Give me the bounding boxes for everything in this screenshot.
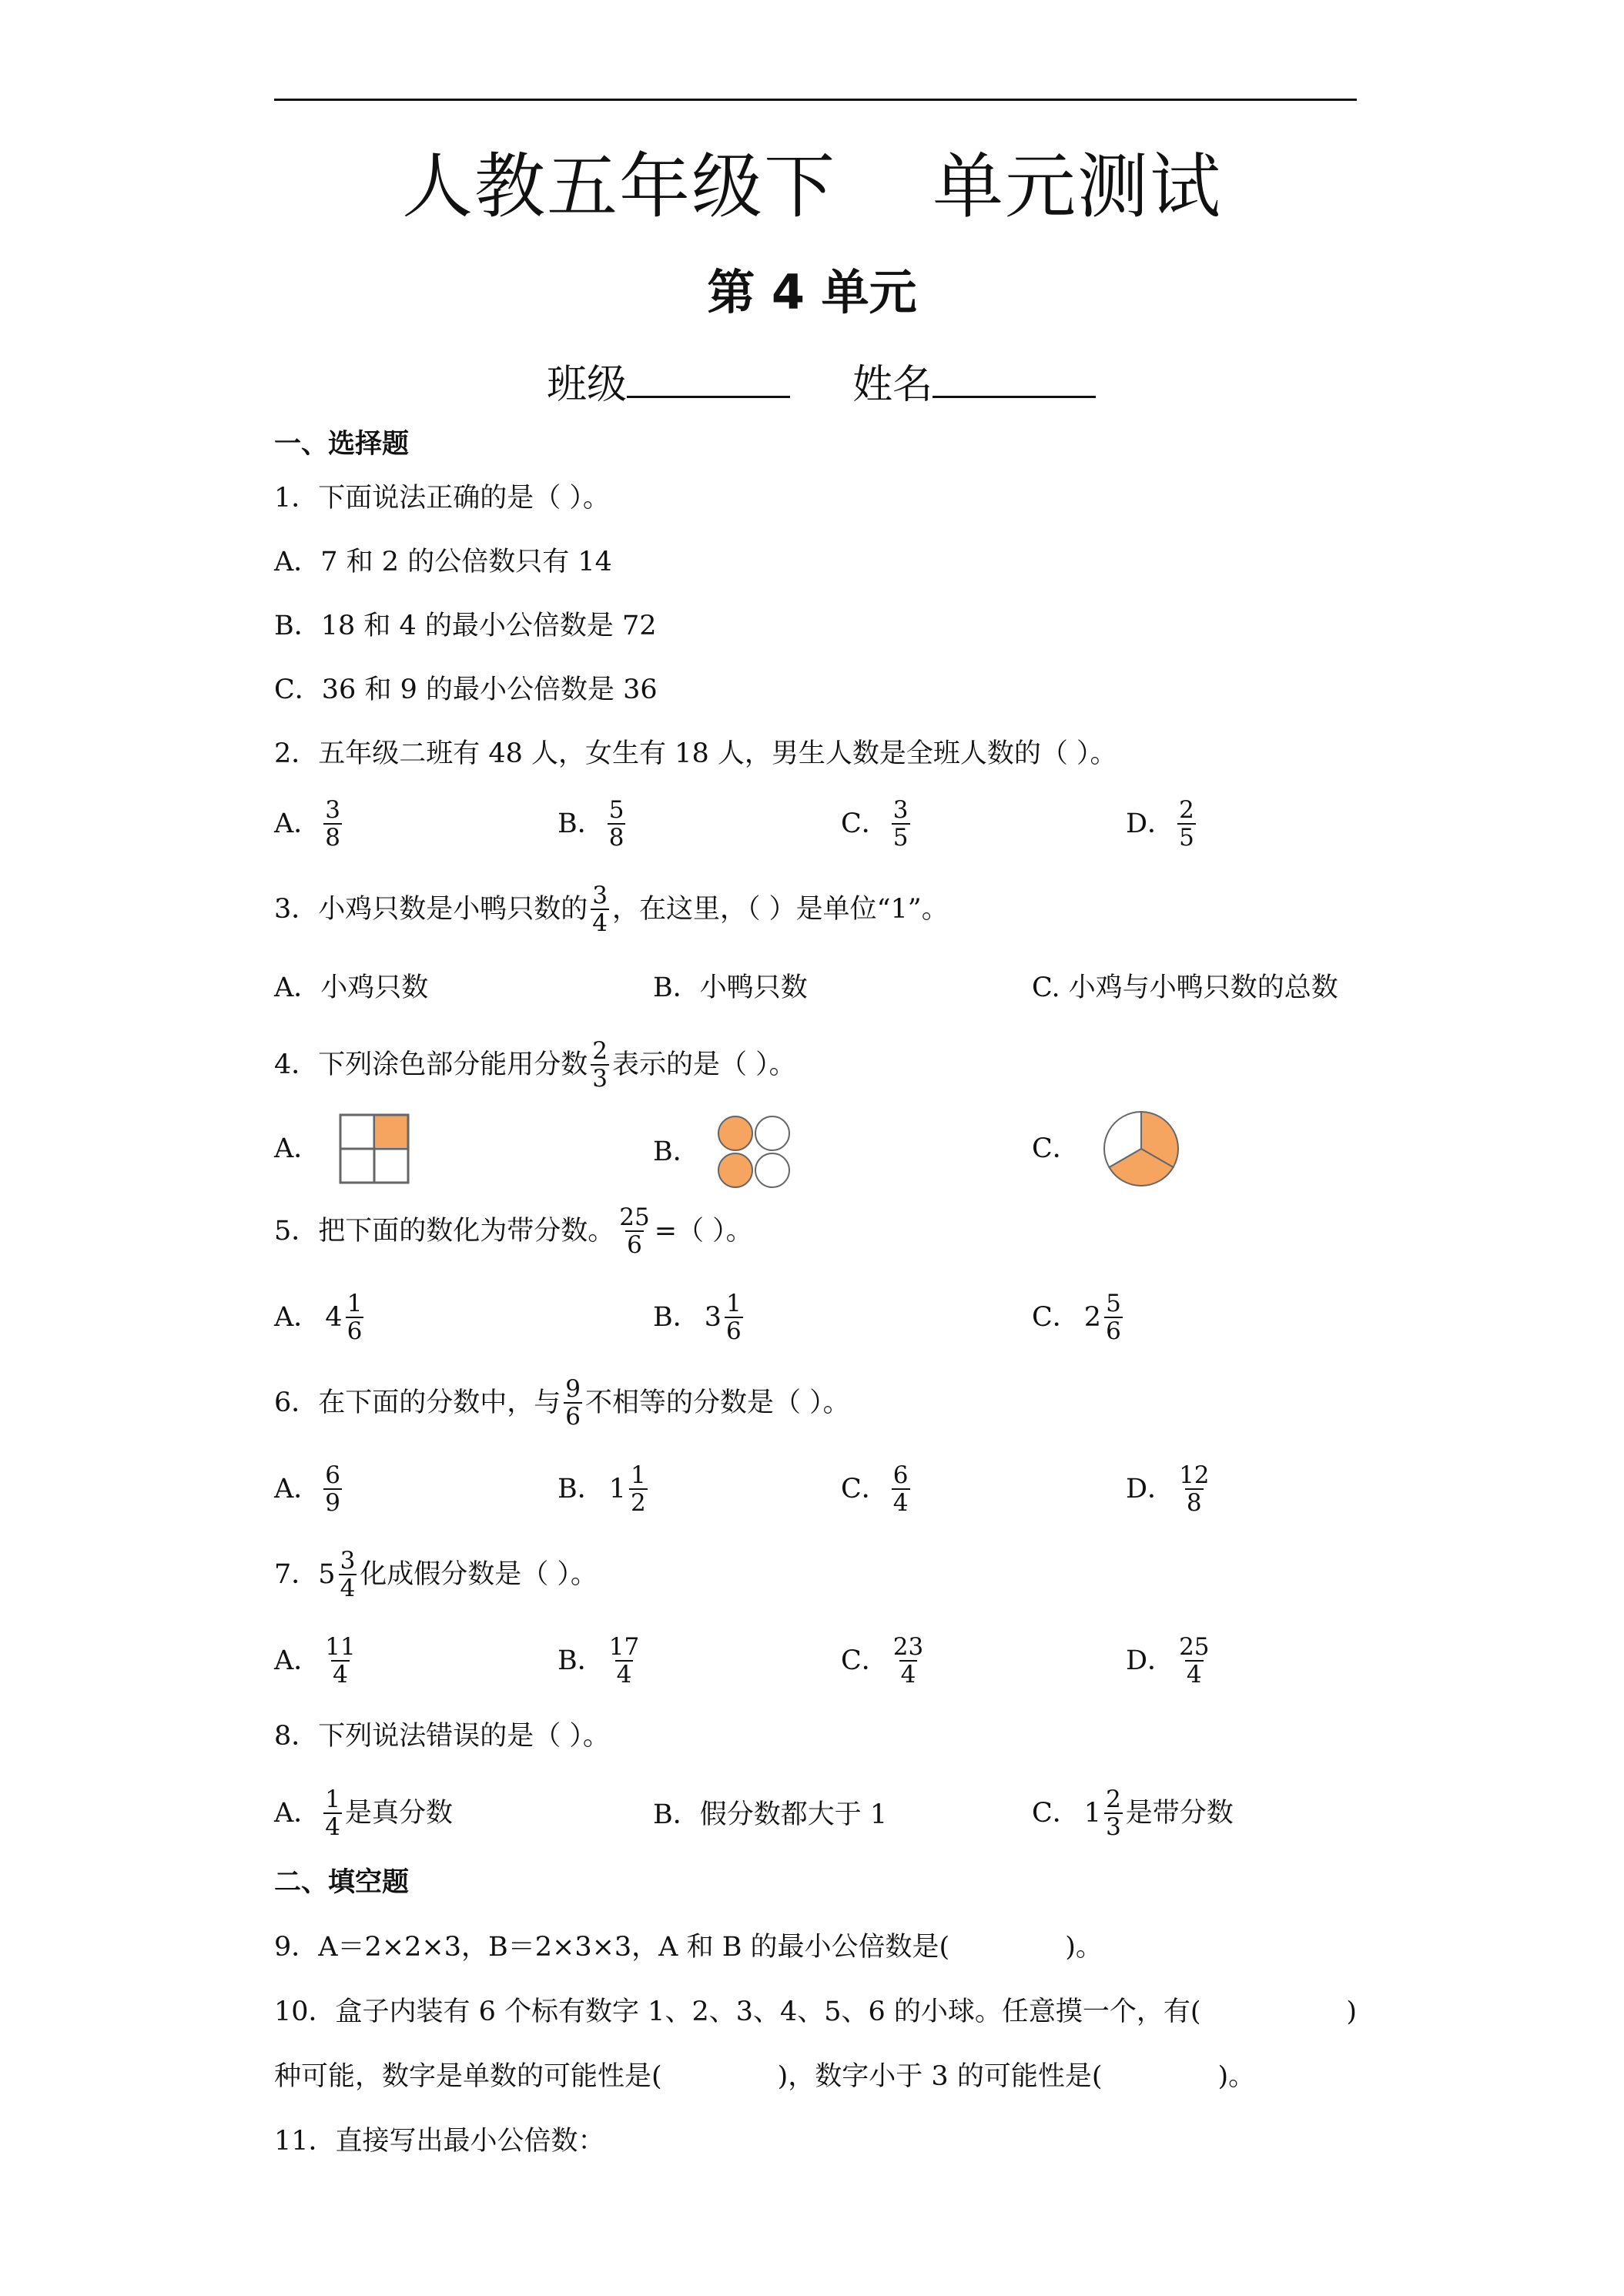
mixed-whole: 3 (704, 1302, 722, 1333)
grid-square-figure (339, 1113, 410, 1184)
q1-stem: 1．下面说法正确的是（ ）。 (274, 483, 610, 514)
q5-c-label: C． (1032, 1302, 1080, 1333)
q10-line2-c: )。 (1217, 2061, 1256, 2092)
q7-option-c[interactable] (841, 1634, 928, 1688)
q5-a-fraction (346, 1290, 364, 1344)
section-heading-choice: 一、选择题 (274, 429, 410, 460)
q5-b-label: B． (653, 1302, 700, 1333)
q6-c-fraction (892, 1462, 910, 1516)
q5-post: =（ ）。 (654, 1216, 753, 1247)
q6-d-fraction (1177, 1462, 1210, 1516)
q3-pre: 3．小鸡只数是小鸭只数的 (274, 894, 588, 925)
name-row (547, 356, 1096, 412)
q11-stem: 11．直接写出最小公倍数： (274, 2126, 605, 2157)
q2-b-label: B． (558, 808, 604, 839)
q2-a-label: A． (274, 808, 321, 839)
frac-den: 4 (1186, 1661, 1202, 1689)
mixed-whole: 5 (318, 1559, 336, 1590)
q6-b-fraction (629, 1462, 648, 1516)
q6-option-a[interactable] (274, 1462, 345, 1516)
q2-option-c[interactable] (841, 797, 913, 851)
q2-option-d[interactable] (1126, 797, 1199, 851)
q6-option-c[interactable] (841, 1462, 913, 1516)
q9-post: )。 (1065, 1932, 1103, 1963)
frac-num: 6 (325, 1461, 341, 1489)
q5-pre: 5．把下面的数化为带分数。 (274, 1216, 615, 1247)
q2-c-fraction (892, 797, 910, 851)
frac-den: 3 (592, 1065, 608, 1093)
frac-num: 25 (1179, 1633, 1210, 1661)
q5-c-fraction (1104, 1290, 1123, 1344)
frac-num: 2 (1106, 1786, 1121, 1813)
q5-a-label: A． (274, 1302, 321, 1333)
q8-a-label: A． (274, 1798, 321, 1829)
q7-b-label: B． (558, 1645, 604, 1676)
frac-den: 4 (900, 1661, 916, 1689)
frac-den: 8 (325, 824, 341, 852)
mixed-whole: 4 (325, 1302, 343, 1333)
q5-option-c[interactable] (1032, 1290, 1126, 1344)
q5-option-b[interactable] (653, 1290, 746, 1344)
q4-fraction (591, 1038, 609, 1092)
q5-stem (274, 1204, 753, 1258)
page-title: 人教五年级下 单元测试 (402, 146, 1222, 228)
frac-num: 3 (892, 796, 909, 824)
frac-num: 23 (892, 1633, 924, 1661)
q7-fraction (339, 1548, 357, 1602)
q2-stem: 2．五年级二班有 48 人，女生有 18 人，男生人数是全班人数的（ ）。 (274, 738, 1117, 769)
q4-option-b[interactable] (653, 1113, 792, 1190)
unit-subtitle: 第 4 单元 (707, 264, 917, 320)
q9-stem (274, 1928, 1103, 1966)
q3-post: ，在这里，（ ）是单位“1”。 (612, 894, 949, 925)
q3-option-c[interactable]: C. 小鸡与小鸭只数的总数 (1032, 972, 1338, 1003)
mixed-whole: 2 (1083, 1302, 1102, 1333)
q7-stem (274, 1548, 598, 1602)
q2-d-label: D． (1126, 808, 1175, 839)
four-circles-figure (715, 1113, 792, 1190)
q6-pre: 6．在下面的分数中，与 (274, 1387, 561, 1418)
q7-b-fraction (608, 1634, 641, 1688)
q6-c-label: C． (841, 1474, 889, 1504)
q4-b-label: B． (653, 1136, 700, 1167)
mixed-whole: 1 (1083, 1798, 1102, 1829)
frac-num: 2 (1179, 796, 1194, 824)
q6-option-b[interactable] (558, 1462, 651, 1516)
name-blank[interactable] (933, 356, 1096, 398)
frac-num: 1 (726, 1290, 742, 1317)
q10-line1-post: ) (1346, 1996, 1357, 2027)
frac-den: 2 (631, 1489, 646, 1517)
q8-option-b[interactable]: B．假分数都大于 1 (653, 1799, 888, 1830)
q7-c-fraction (892, 1634, 925, 1688)
q7-c-label: C． (841, 1645, 889, 1676)
q2-b-fraction (608, 797, 626, 851)
name-label: 姓名 (852, 362, 933, 408)
q1-option-c[interactable]: C．36 和 9 的最小公倍数是 36 (274, 674, 658, 705)
frac-den: 4 (325, 1813, 341, 1841)
q3-option-a[interactable]: A．小鸡只数 (274, 972, 429, 1003)
q3-option-b[interactable]: B．小鸭只数 (653, 972, 808, 1003)
frac-num: 3 (340, 1547, 356, 1575)
q8-option-c[interactable] (1032, 1786, 1234, 1840)
q7-d-fraction (1177, 1634, 1210, 1688)
frac-num: 11 (325, 1633, 356, 1661)
q3-stem (274, 882, 949, 936)
frac-den: 4 (592, 909, 608, 937)
q4-pre: 4．下列涂色部分能用分数 (274, 1049, 588, 1080)
frac-den: 6 (565, 1403, 581, 1431)
frac-den: 4 (333, 1661, 348, 1689)
q6-b-label: B． (558, 1474, 604, 1504)
frac-den: 6 (627, 1231, 642, 1259)
q2-option-b[interactable] (558, 797, 628, 851)
q4-option-c[interactable] (1032, 1109, 1181, 1189)
shaded-quarter (376, 1115, 408, 1147)
pie-thirds-figure (1101, 1109, 1181, 1189)
frac-num: 1 (347, 1290, 363, 1317)
q7-a-fraction (323, 1634, 357, 1688)
frac-den: 9 (325, 1489, 341, 1517)
frac-den: 6 (1106, 1317, 1121, 1345)
q5-fraction (618, 1204, 651, 1258)
frac-den: 8 (1186, 1489, 1202, 1517)
class-blank[interactable] (627, 356, 790, 398)
q1-option-b[interactable]: B．18 和 4 的最小公倍数是 72 (274, 611, 657, 641)
q1-option-a[interactable]: A．7 和 2 的公倍数只有 14 (274, 547, 612, 577)
q2-option-a[interactable] (274, 797, 345, 851)
q10-line1 (274, 1993, 1357, 2031)
q7-post: 化成假分数是（ ）。 (360, 1559, 598, 1590)
q10-line2-b: )，数字小于 3 的可能性是( (777, 2061, 1103, 2092)
q4-option-a[interactable] (274, 1113, 410, 1184)
mixed-whole: 1 (608, 1474, 627, 1504)
q8-c-text: 是带分数 (1125, 1798, 1234, 1829)
q7-option-b[interactable] (558, 1634, 644, 1688)
frac-num: 1 (325, 1786, 341, 1813)
frac-den: 5 (892, 824, 909, 852)
q2-d-fraction (1177, 797, 1196, 851)
frac-den: 8 (608, 824, 624, 852)
q7-option-a[interactable] (274, 1634, 360, 1688)
q4-post: 表示的是（ ）。 (612, 1049, 796, 1080)
q4-c-label: C． (1032, 1133, 1080, 1164)
frac-den: 3 (1106, 1813, 1121, 1841)
frac-num: 17 (608, 1633, 640, 1661)
q9-pre: 9．A＝2×2×3，B＝2×3×3，A 和 B 的最小公倍数是( (274, 1932, 950, 1963)
frac-num: 12 (1179, 1461, 1210, 1489)
q7-pre: 7． (274, 1559, 319, 1590)
q8-a-text: 是真分数 (345, 1798, 454, 1829)
q10-line1-pre: 10．盒子内装有 6 个标有数字 1、2、3、4、5、6 的小球。任意摸一个，有( (274, 1996, 1201, 2027)
q4-stem (274, 1038, 796, 1092)
q6-option-d[interactable] (1126, 1462, 1214, 1516)
q6-post: 不相等的分数是（ ）。 (585, 1387, 850, 1418)
frac-num: 25 (619, 1203, 650, 1231)
q6-d-label: D． (1126, 1474, 1175, 1504)
q4-a-label: A． (274, 1133, 321, 1164)
q7-d-label: D． (1126, 1645, 1175, 1676)
q10-line2-a: 种可能，数字是单数的可能性是( (274, 2061, 662, 2092)
q6-stem (274, 1376, 850, 1430)
frac-den: 5 (1179, 824, 1194, 852)
frac-den: 6 (347, 1317, 363, 1345)
frac-num: 9 (565, 1375, 581, 1403)
frac-num: 3 (592, 882, 608, 909)
frac-num: 6 (892, 1461, 909, 1489)
class-label: 班级 (547, 362, 628, 408)
q7-option-d[interactable] (1126, 1634, 1214, 1688)
frac-den: 4 (616, 1661, 632, 1689)
q6-a-label: A． (274, 1474, 321, 1504)
frac-num: 1 (631, 1461, 646, 1489)
q6-fraction (564, 1376, 582, 1430)
q6-a-fraction (323, 1462, 342, 1516)
q8-c-fraction (1104, 1786, 1123, 1840)
q2-c-label: C． (841, 808, 889, 839)
frac-num: 5 (1106, 1290, 1121, 1317)
frac-num: 5 (608, 796, 624, 824)
q8-c-label: C． (1032, 1798, 1080, 1829)
q10-line2 (274, 2057, 1255, 2096)
frac-den: 4 (340, 1575, 356, 1602)
q5-b-fraction (725, 1290, 743, 1344)
q3-fraction (591, 882, 609, 936)
q8-stem: 8．下列说法错误的是（ ）。 (274, 1721, 610, 1752)
frac-num: 2 (592, 1037, 608, 1065)
q5-option-a[interactable] (274, 1290, 367, 1344)
top-rule (274, 99, 1357, 101)
q2-a-fraction (323, 797, 342, 851)
frac-den: 6 (726, 1317, 742, 1345)
frac-num: 3 (325, 796, 341, 824)
q7-a-label: A． (274, 1645, 321, 1676)
frac-den: 4 (892, 1489, 909, 1517)
q8-a-fraction (323, 1786, 342, 1840)
q8-option-a[interactable] (274, 1786, 453, 1840)
section-heading-fill: 二、填空题 (274, 1867, 410, 1898)
